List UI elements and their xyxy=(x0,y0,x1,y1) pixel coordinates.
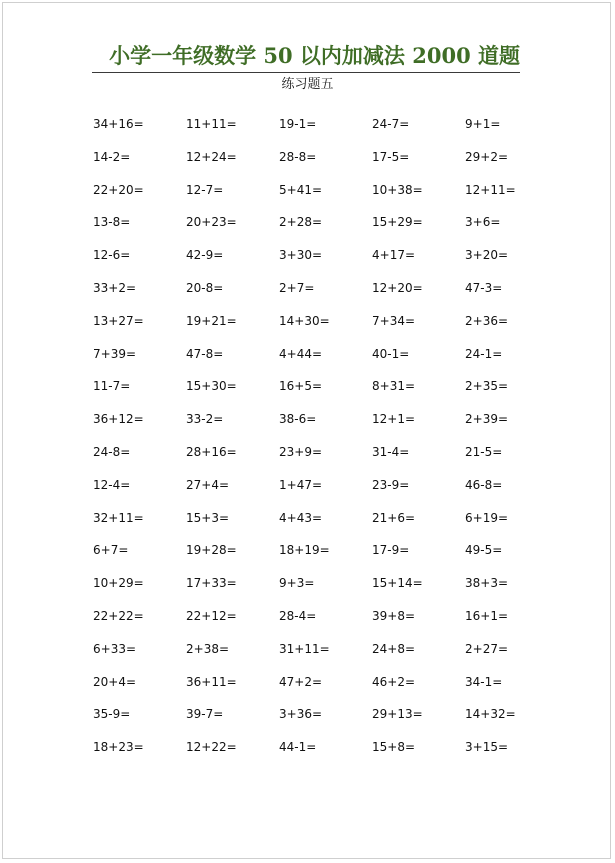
math-problem: 4+17= xyxy=(372,248,416,263)
math-problem: 22+20= xyxy=(93,182,144,197)
math-problem: 12-7= xyxy=(186,182,224,197)
math-problem: 4+43= xyxy=(279,510,323,525)
math-problem: 24+8= xyxy=(372,641,416,656)
math-problem: 28+16= xyxy=(186,444,237,459)
math-problem: 39+8= xyxy=(372,608,416,623)
math-problem: 38-6= xyxy=(279,412,317,427)
math-problem: 12-4= xyxy=(93,477,131,492)
math-problem: 10+38= xyxy=(372,182,423,197)
math-problem: 24-1= xyxy=(465,346,503,361)
problem-grid xyxy=(93,116,558,772)
math-problem: 47-3= xyxy=(465,280,503,295)
math-problem: 34-1= xyxy=(465,674,503,689)
math-problem: 47-8= xyxy=(186,346,224,361)
math-problem: 12+22= xyxy=(186,740,237,755)
math-problem: 35-9= xyxy=(93,707,131,722)
math-problem: 24-8= xyxy=(93,444,131,459)
math-problem: 12+20= xyxy=(372,280,423,295)
math-problem: 20-8= xyxy=(186,280,224,295)
math-problem: 2+35= xyxy=(465,379,509,394)
math-problem: 42-9= xyxy=(186,248,224,263)
math-problem: 3+20= xyxy=(465,248,509,263)
math-problem: 10+29= xyxy=(93,576,144,591)
math-problem: 34+16= xyxy=(93,117,144,131)
math-problem: 12+1= xyxy=(372,412,416,427)
math-problem: 24-7= xyxy=(372,117,410,131)
math-problem: 31-4= xyxy=(372,444,410,459)
math-problem: 3+30= xyxy=(279,248,323,263)
title-underline xyxy=(92,72,520,73)
math-problem: 2+27= xyxy=(465,641,509,656)
math-problem: 13-8= xyxy=(93,215,131,230)
math-problem: 15+8= xyxy=(372,740,416,755)
math-problem: 38+3= xyxy=(465,576,509,591)
math-problem: 15+14= xyxy=(372,576,423,591)
math-problem: 18+23= xyxy=(93,740,144,755)
math-problem: 39-7= xyxy=(186,707,224,722)
math-problem: 32+11= xyxy=(93,510,144,525)
math-problem: 4+44= xyxy=(279,346,323,361)
math-problem: 15+3= xyxy=(186,510,230,525)
math-problem: 8+31= xyxy=(372,379,416,394)
math-problem: 36+12= xyxy=(93,412,144,427)
math-problem: 13+27= xyxy=(93,313,144,328)
math-problem: 46+2= xyxy=(372,674,416,689)
math-problem: 19+28= xyxy=(186,543,237,558)
math-problem: 18+19= xyxy=(279,543,330,558)
math-problem: 20+4= xyxy=(93,674,137,689)
math-problem: 2+38= xyxy=(186,641,230,656)
math-problem: 22+12= xyxy=(186,608,237,623)
math-problem: 11+11= xyxy=(186,117,237,131)
math-problem: 14-2= xyxy=(93,149,131,164)
math-problem: 14+32= xyxy=(465,707,516,722)
math-problem: 22+22= xyxy=(93,608,144,623)
math-problem: 12-6= xyxy=(93,248,131,263)
math-problem: 12+24= xyxy=(186,149,237,164)
math-problem: 5+41= xyxy=(279,182,323,197)
math-problem: 7+34= xyxy=(372,313,416,328)
math-problem: 19-1= xyxy=(279,117,317,131)
math-problem: 3+6= xyxy=(465,215,501,230)
math-problem: 44-1= xyxy=(279,740,317,755)
math-problem: 9+1= xyxy=(465,117,501,131)
math-problem: 21+6= xyxy=(372,510,416,525)
math-problem: 19+21= xyxy=(186,313,237,328)
math-problem: 2+7= xyxy=(279,280,315,295)
math-problem: 1+47= xyxy=(279,477,323,492)
math-problem: 28-4= xyxy=(279,608,317,623)
exercise-subtitle: 练习题五 xyxy=(281,77,334,92)
math-problem: 40-1= xyxy=(372,346,410,361)
math-problem: 6+33= xyxy=(93,641,137,656)
math-problem: 11-7= xyxy=(93,379,131,394)
math-problem: 29+2= xyxy=(465,149,509,164)
math-problem: 33+2= xyxy=(93,280,137,295)
math-problem: 6+19= xyxy=(465,510,509,525)
math-problem: 29+13= xyxy=(372,707,423,722)
math-problem: 12+11= xyxy=(465,182,516,197)
math-problem: 2+36= xyxy=(465,313,509,328)
math-problem: 27+4= xyxy=(186,477,230,492)
math-problem: 17+33= xyxy=(186,576,237,591)
math-problem: 17-9= xyxy=(372,543,410,558)
math-problem: 23-9= xyxy=(372,477,410,492)
math-problem: 15+30= xyxy=(186,379,237,394)
math-problem: 46-8= xyxy=(465,477,503,492)
math-problem: 33-2= xyxy=(186,412,224,427)
math-problem: 28-8= xyxy=(279,149,317,164)
worksheet-title: 小学一年级数学 50 以内加减法 2000 道题 xyxy=(109,43,520,68)
math-problem: 7+39= xyxy=(93,346,137,361)
math-problem: 2+28= xyxy=(279,215,323,230)
math-problem: 3+36= xyxy=(279,707,323,722)
math-problem: 6+7= xyxy=(93,543,129,558)
math-problem: 17-5= xyxy=(372,149,410,164)
math-problem: 20+23= xyxy=(186,215,237,230)
math-problem: 23+9= xyxy=(279,444,323,459)
math-problem: 16+5= xyxy=(279,379,323,394)
math-problem: 49-5= xyxy=(465,543,503,558)
math-problem: 9+3= xyxy=(279,576,315,591)
math-problem: 31+11= xyxy=(279,641,330,656)
math-problem: 21-5= xyxy=(465,444,503,459)
math-problem: 16+1= xyxy=(465,608,509,623)
math-problem: 3+15= xyxy=(465,740,509,755)
math-problem: 36+11= xyxy=(186,674,237,689)
math-problem: 15+29= xyxy=(372,215,423,230)
math-problem: 2+39= xyxy=(465,412,509,427)
math-problem: 14+30= xyxy=(279,313,330,328)
math-problem: 47+2= xyxy=(279,674,323,689)
